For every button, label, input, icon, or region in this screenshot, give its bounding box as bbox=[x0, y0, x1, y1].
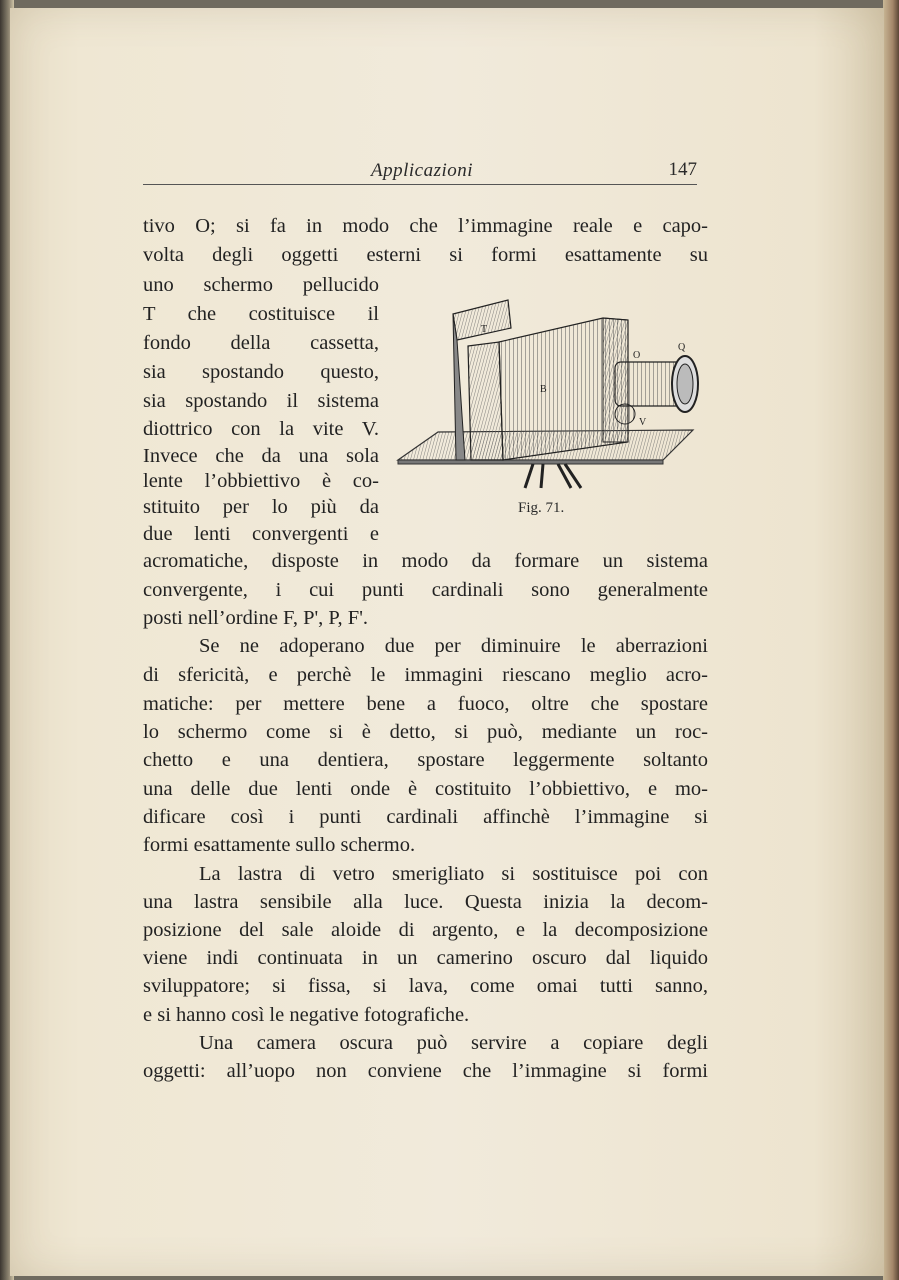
text-line: matiche: per mettere bene a fuoco, oltre che spostare bbox=[143, 693, 708, 715]
text-line: posizione del sale aloide di argento, e la decomposizione bbox=[143, 919, 708, 941]
text-line: formi esattamente sullo schermo. bbox=[143, 834, 416, 856]
text-line: sia spostando il sistema bbox=[143, 390, 379, 412]
text-line: posti nell’ordine F, P', P, F'. bbox=[143, 607, 369, 629]
camera-obscura-illustration bbox=[393, 292, 703, 492]
figure-label-t: T bbox=[481, 324, 488, 335]
text-line: due lenti convergenti e bbox=[143, 523, 379, 545]
text-line: Invece che da una sola bbox=[143, 445, 379, 467]
text-line: lo schermo come si è detto, si può, mediante un roc- bbox=[143, 721, 708, 743]
text-line: tivo O; si fa in modo che l’immagine reale e capo- bbox=[143, 215, 708, 237]
camera-lens bbox=[615, 356, 698, 424]
figure-caption: Fig. 71. bbox=[518, 500, 565, 516]
text-line: Se ne adoperano due per diminuire le aberrazioni bbox=[199, 635, 708, 657]
text-line: una lastra sensibile alla luce. Questa inizia la decom- bbox=[143, 891, 708, 913]
page-number: 147 bbox=[668, 159, 697, 180]
text-line: uno schermo pellucido bbox=[143, 274, 379, 296]
text-line: sia spostando questo, bbox=[143, 361, 379, 383]
text-line: La lastra di vetro smerigliato si sostituisce poi con bbox=[199, 863, 708, 885]
text-line: Una camera oscura può servire a copiare degli bbox=[199, 1032, 708, 1054]
camera-box bbox=[453, 300, 628, 460]
text-line: acromatiche, disposte in modo da formare un sistema bbox=[143, 550, 708, 572]
text-line: di sfericità, e perchè le immagini riescano meglio acro- bbox=[143, 664, 708, 686]
text-line: una delle due lenti onde è costituito l’obbiettivo, e mo- bbox=[143, 778, 708, 800]
text-line: volta degli oggetti esterni si formi esattamente su bbox=[143, 244, 708, 266]
text-line: convergente, i cui punti cardinali sono generalmente bbox=[143, 579, 708, 601]
text-line: chetto e una dentiera, spostare leggermente soltanto bbox=[143, 749, 708, 771]
text-line: oggetti: all’uopo non conviene che l’immagine si formi bbox=[143, 1060, 708, 1082]
text-line: e si hanno così le negative fotografiche. bbox=[143, 1004, 470, 1026]
text-line: sviluppatore; si fissa, si lava, come omai tutti sanno, bbox=[143, 975, 708, 997]
text-line: diottrico con la vite V. bbox=[143, 418, 379, 440]
page-header bbox=[143, 158, 697, 185]
text-line: fondo della cassetta, bbox=[143, 332, 379, 354]
text-line: stituito per lo più da bbox=[143, 496, 379, 518]
text-line: lente l’obbiettivo è co- bbox=[143, 470, 379, 492]
figure-label-b: B bbox=[540, 384, 547, 395]
camera-tripod bbox=[525, 464, 581, 488]
page-edge-shadow bbox=[883, 0, 899, 1280]
text-line: viene indi continuata in un camerino oscuro dal liquido bbox=[143, 947, 708, 969]
text-line: T che costituisce il bbox=[143, 303, 379, 325]
figure-label-q: Q bbox=[678, 342, 686, 353]
figure-label-v: V bbox=[639, 417, 647, 428]
text-line: dificare così i punti cardinali affinchè l’immagine si bbox=[143, 806, 708, 828]
figure-label-o: O bbox=[633, 350, 641, 361]
running-title: Applicazioni bbox=[371, 160, 474, 181]
